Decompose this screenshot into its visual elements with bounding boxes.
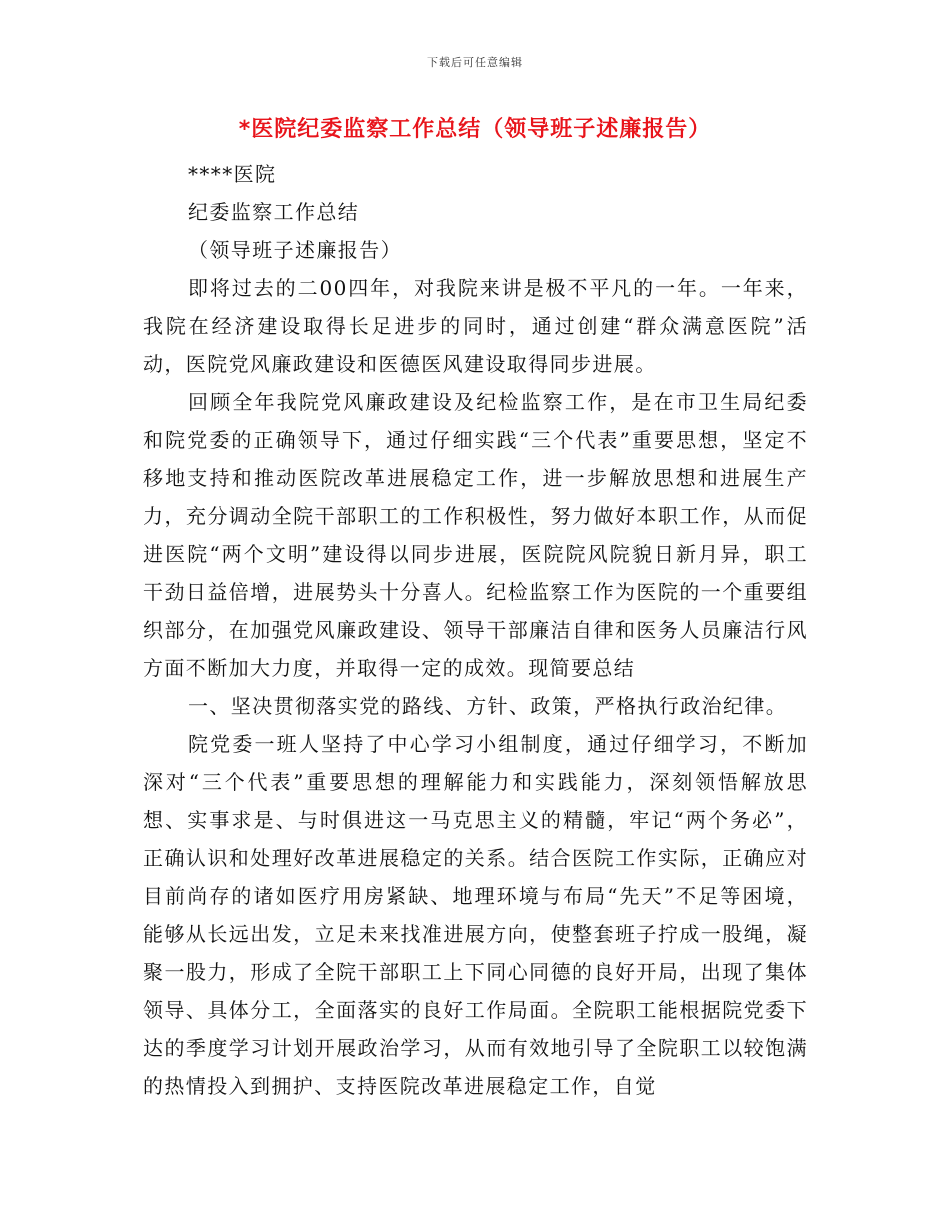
paragraph-review: 回顾全年我院党风廉政建设及纪检监察工作，是在市卫生局纪委和院党委的正确领导下，通过仔细实践“三个代表”重要思想，坚定不移地支持和推动医院改革进展稳定工作，进一步解放思想和进展生产力，充分调动全院干部职工的工作积极性，努力做好本职工作，从而促进医院“两个文明”建设得以同步进展，医院院风院貌日新月异，职工干劲日益倍增，进展势头十分喜人。纪检监察工作为医院的一个重要组织部分，在加强党风廉政建设、领导干部廉洁自律和医务人员廉洁行风方面不断加大力度，并取得一定的成效。现简要总结 — [143, 390, 808, 680]
report-type-line: （领导班子述廉报告） — [188, 238, 402, 262]
document-title: *医院纪委监察工作总结（领导班子述廉报告） — [238, 117, 712, 142]
subtitle-line: 纪委监察工作总结 — [188, 200, 360, 224]
section-heading-1: 一、坚决贯彻落实党的路线、方针、政策，严格执行政治纪律。 — [188, 694, 788, 718]
header-note: 下载后可任意编辑 — [427, 56, 523, 69]
hospital-line: ****医院 — [188, 162, 277, 186]
paragraph-intro: 即将过去的二00四年，对我院来讲是极不平凡的一年。一年来，我院在经济建设取得长足进步的同时，通过创建“群众满意医院”活动，医院党风廉政建设和医德医风建设取得同步进展。 — [143, 276, 808, 376]
paragraph-section-1: 院党委一班人坚持了中心学习小组制度，通过仔细学习，不断加深对“三个代表”重要思想的理解能力和实践能力，深刻领悟解放思想、实事求是、与时俱进这一马克思主义的精髓，牢记“两个务必”，正确认识和处理好改革进展稳定的关系。结合医院工作实际，正确应对目前尚存的诸如医疗用房紧缺、地理环境与布局“先天”不足等困境，能够从长远出发，立足未来找准进展方向，使整套班子拧成一股绳，凝聚一股力，形成了全院干部职工上下同心同德的良好开局，出现了集体领导、具体分工，全面落实的良好工作局面。全院职工能根据院党委下达的季度学习计划开展政治学习，从而有效地引导了全院职工以较饱满的热情投入到拥护、支持医院改革进展稳定工作，自觉 — [143, 732, 808, 1098]
document-body — [143, 155, 808, 1105]
